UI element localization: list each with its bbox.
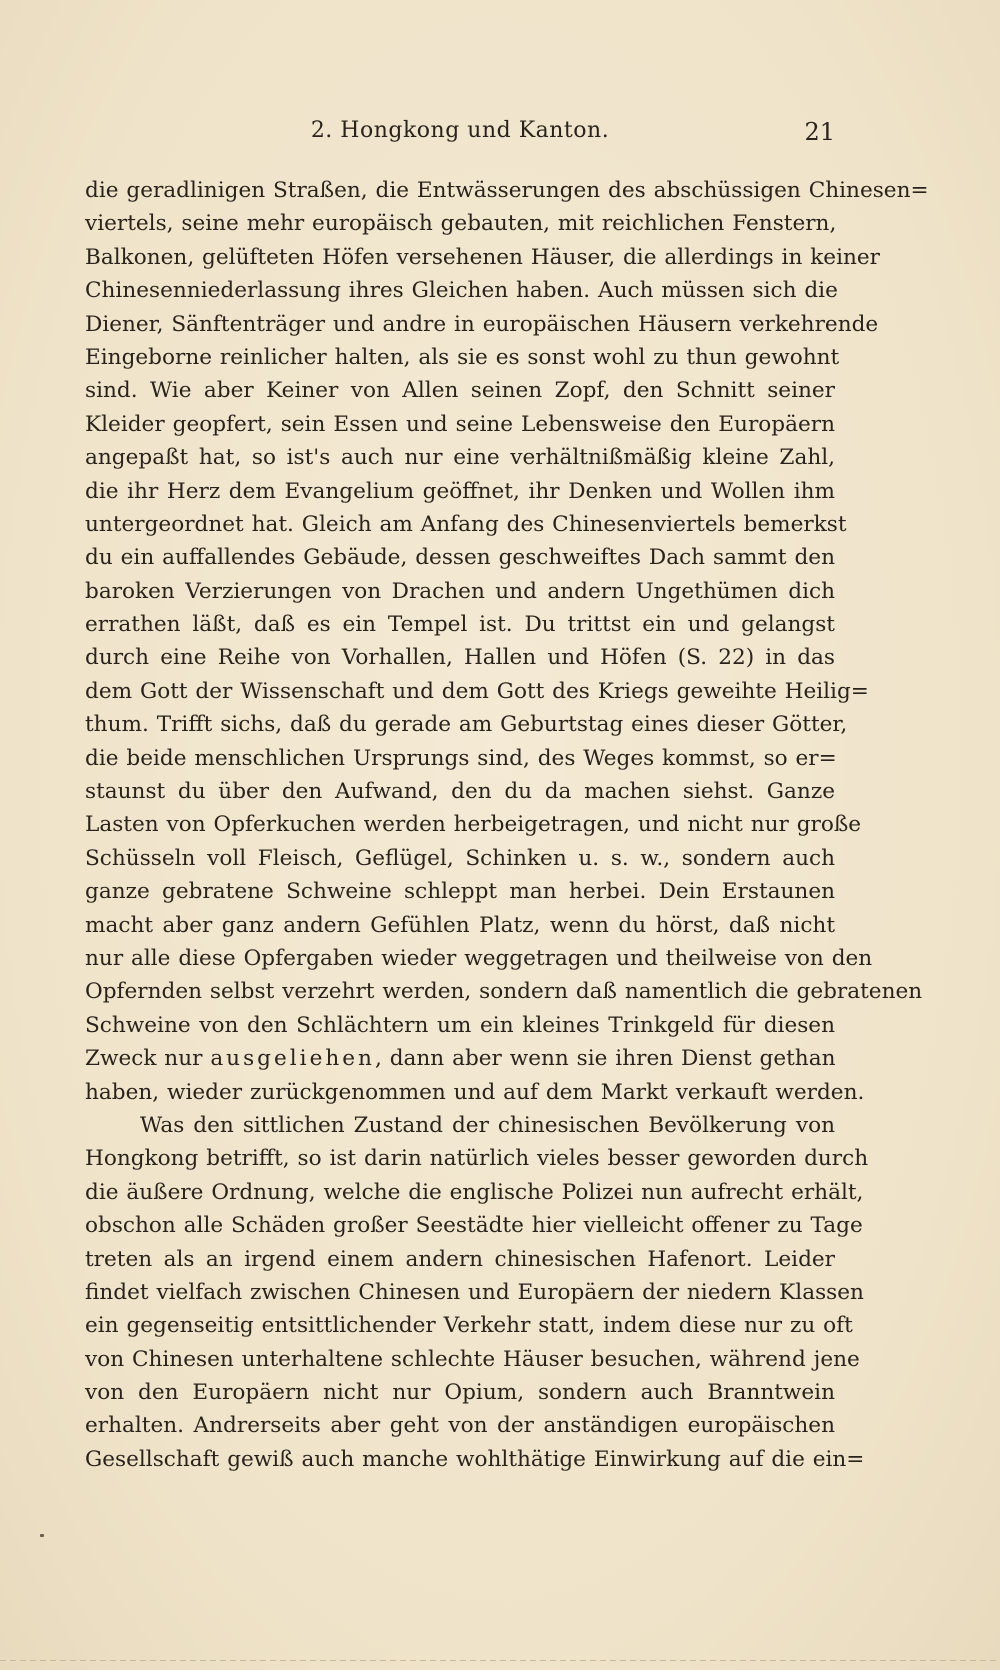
page-header (85, 118, 835, 148)
text-line: Schüsseln voll Fleisch, Geflügel, Schinken u. s. w., sondern auch (85, 845, 835, 871)
text-line: staunst du über den Aufwand, den du da machen siehst. Ganze (85, 779, 835, 805)
text-line: du ein auffallendes Gebäude, dessen geschweiftes Dach sammt den (85, 545, 835, 571)
text-line: ein gegenseitig entsittlichender Verkehr statt, indem diese nur zu oft (85, 1313, 853, 1339)
text-line: die geradlinigen Straßen, die Entwässerungen des abschüssigen Chinesen= (85, 178, 929, 203)
running-title: 2. Hongkong und Kanton. (310, 118, 610, 143)
body-text (85, 174, 929, 1476)
text-line: errathen läßt, daß es ein Tempel ist. Du trittst ein und gelangst (85, 612, 835, 638)
emphasized-word: ausgeliehen (210, 1046, 375, 1072)
text-line: obschon alle Schäden großer Seestädte hier vielleicht offener zu Tage (85, 1213, 863, 1239)
text-line: erhalten. Andrerseits aber geht von der anständigen europäischen (85, 1413, 835, 1439)
text-line: angepaßt hat, so ist's auch nur eine verhältnißmäßig kleine Zahl, (85, 445, 835, 471)
text-line: sind. Wie aber Keiner von Allen seinen Zopf, den Schnitt seiner (85, 378, 835, 404)
text-line: haben, wieder zurückgenommen und auf dem Markt verkauft werden. (85, 1079, 865, 1105)
text-line: Kleider geopfert, sein Essen und seine Lebensweise den Europäern (85, 411, 835, 437)
text-line: macht aber ganz andern Gefühlen Platz, wenn du hörst, daß nicht (85, 912, 835, 938)
text-line: Chinesenniederlassung ihres Gleichen haben. Auch müssen sich die (85, 278, 838, 304)
text-line: die ihr Herz dem Evangelium geöffnet, ihr Denken und Wollen ihm (85, 478, 835, 504)
text-line: Zweck nur ausgeliehen, dann aber wenn sie ihren Dienst gethan (85, 1046, 836, 1072)
text-line: Was den sittlichen Zustand der chinesischen Bevölkerung von (140, 1112, 835, 1138)
text-line: Opfernden selbst verzehrt werden, sondern daß namentlich die gebratenen (85, 979, 923, 1005)
text-line: von Chinesen unterhaltene schlechte Häuser besuchen, während jene (85, 1346, 860, 1372)
paragraph-1 (85, 174, 929, 1042)
text-line: thum. Trifft sichs, daß du gerade am Geburtstag eines dieser Götter, (85, 712, 848, 738)
page-edge (0, 1660, 1000, 1661)
text-line: Schweine von den Schlächtern um ein kleines Trinkgeld für diesen (85, 1012, 835, 1038)
text-line: findet vielfach zwischen Chinesen und Europäern der niedern Klassen (85, 1279, 864, 1305)
text-line: baroken Verzierungen von Drachen und andern Ungethümen dich (85, 578, 835, 604)
text-line: nur alle diese Opfergaben wieder weggetragen und theilweise von den (85, 945, 873, 971)
text-line: Eingeborne reinlicher halten, als sie es sonst wohl zu thun gewohnt (85, 344, 840, 370)
text-line: dem Gott der Wissenschaft und dem Gott des Kriegs geweihte Heilig= (85, 678, 869, 704)
print-speck (40, 1534, 44, 1537)
text-line: die äußere Ordnung, welche die englische Polizei nun aufrecht erhält, (85, 1179, 864, 1205)
text-line: von den Europäern nicht nur Opium, sondern auch Branntwein (85, 1380, 835, 1406)
text-line: Gesellschaft gewiß auch manche wohlthätige Einwirkung auf die ein= (85, 1446, 865, 1472)
text-line: die beide menschlichen Ursprungs sind, des Weges kommst, so er= (85, 745, 837, 771)
text-line: viertels, seine mehr europäisch gebauten, mit reichlichen Fenstern, (85, 211, 837, 237)
paragraph-2 (85, 1109, 869, 1476)
page-number: 21 (804, 118, 835, 146)
text-line: treten als an irgend einem andern chinesischen Hafenort. Leider (85, 1246, 835, 1272)
text-line: durch eine Reihe von Vorhallen, Hallen und Höfen (S. 22) in das (85, 645, 835, 671)
text-line: ganze gebratene Schweine schleppt man herbei. Dein Erstaunen (85, 879, 835, 905)
text-line: Diener, Sänftenträger und andre in europäischen Häusern verkehrende (85, 311, 879, 337)
text-line: untergeordnet hat. Gleich am Anfang des Chinesenviertels bemerkst (85, 511, 847, 537)
text-line: Lasten von Opferkuchen werden herbeigetragen, und nicht nur große (85, 812, 862, 838)
text-line: Hongkong betrifft, so ist darin natürlich vieles besser geworden durch (85, 1146, 869, 1172)
text-line: Balkonen, gelüfteten Höfen versehenen Häuser, die allerdings in keiner (85, 244, 881, 270)
